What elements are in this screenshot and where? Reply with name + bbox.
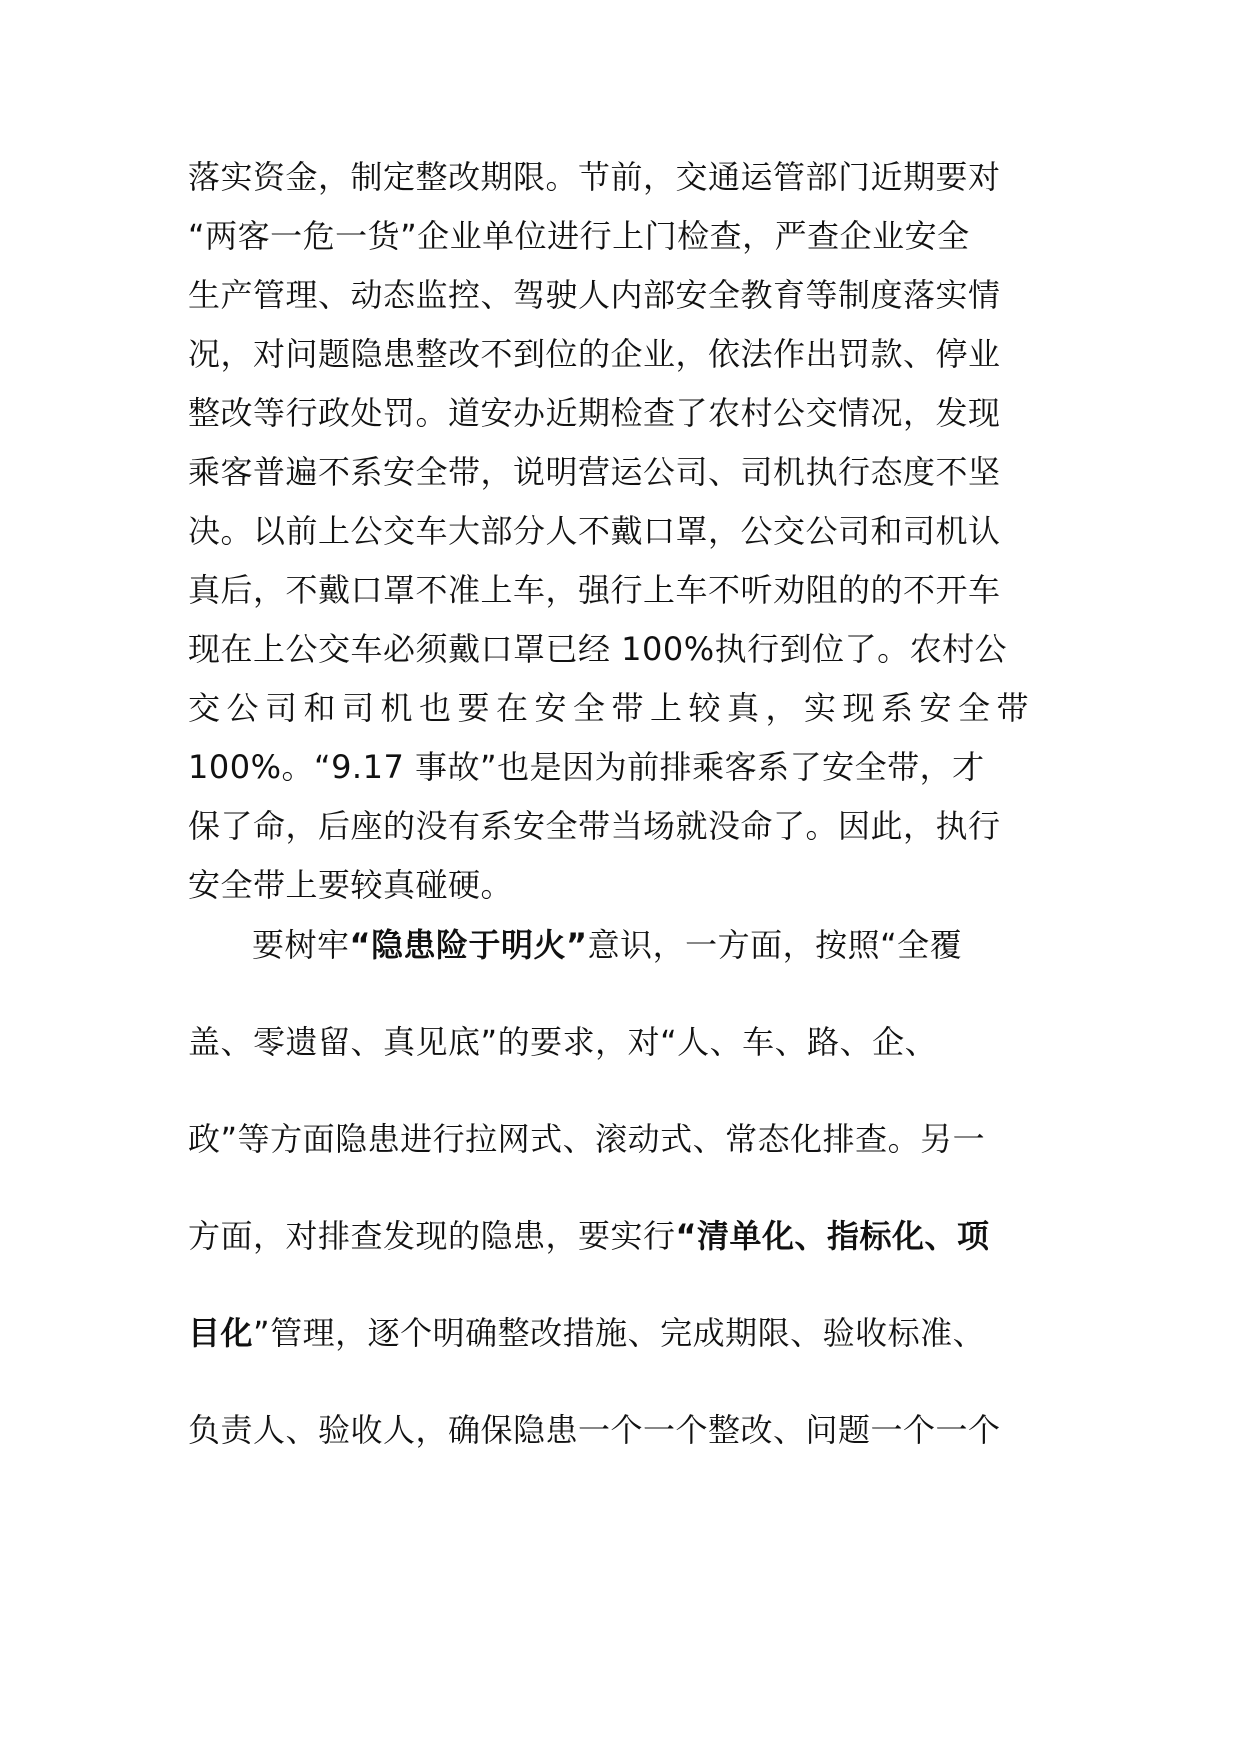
paragraph-2-line-2: 盖、零遗留、真见底”的要求，对“人、车、路、企、: [188, 1023, 938, 1061]
paragraph-line: 落实资金，制定整改期限。节前，交通运管部门近期要对: [188, 158, 1001, 196]
paragraph-line: “两客一危一货”企业单位进行上门检查，严查企业安全: [188, 217, 970, 255]
paragraph-line: 乘客普遍不系安全带，说明营运公司、司机执行态度不坚: [188, 453, 1001, 491]
paragraph-line: 况，对问题隐患整改不到位的企业，依法作出罚款、停业: [188, 335, 1001, 373]
paragraph-line: 交公司和司机也要在安全带上较真，实现系安全带: [188, 689, 1036, 727]
paragraph-line: 保了命，后座的没有系安全带当场就没命了。因此，执行: [188, 807, 1001, 845]
text-run: 意识，一方面，按照“全覆: [587, 926, 963, 964]
text-run: 方面，对排查发现的隐患，要实行: [188, 1217, 676, 1255]
paragraph-line: 真后，不戴口罩不准上车，强行上车不听劝阻的的不开车: [188, 571, 1001, 609]
emphasis-text: “隐患险于明火”: [349, 926, 588, 964]
paragraph-line: 100%。“9.17 事故”也是因为前排乘客系了安全带，才: [188, 748, 985, 786]
paragraph-2-line-5: [188, 1313, 1058, 1353]
paragraph-2-line-4: [188, 1216, 1058, 1256]
text-run: ”管理，逐个明确整改措施、完成期限、验收标准、: [253, 1314, 986, 1352]
paragraph-line: 安全带上要较真碰硬。: [188, 866, 514, 904]
paragraph-line: 现在上公交车必须戴口罩已经 100%执行到位了。农村公: [188, 630, 1008, 668]
paragraph-2-line-1: [188, 925, 1058, 965]
paragraph-line: 生产管理、动态监控、驾驶人内部安全教育等制度落实情: [188, 276, 1001, 314]
emphasis-text: 目化: [188, 1314, 254, 1352]
paragraph-line: 决。以前上公交车大部分人不戴口罩，公交公司和司机认: [188, 512, 1001, 550]
text-run: 要树牢: [252, 926, 350, 964]
paragraph-2-line-3: 政”等方面隐患进行拉网式、滚动式、常态化排查。另一: [188, 1120, 986, 1158]
emphasis-text: “清单化、指标化、项: [675, 1217, 990, 1255]
paragraph-line: 整改等行政处罚。道安办近期检查了农村公交情况，发现: [188, 394, 1001, 432]
paragraph-2-line-6: 负责人、验收人，确保隐患一个一个整改、问题一个一个: [188, 1411, 1001, 1449]
